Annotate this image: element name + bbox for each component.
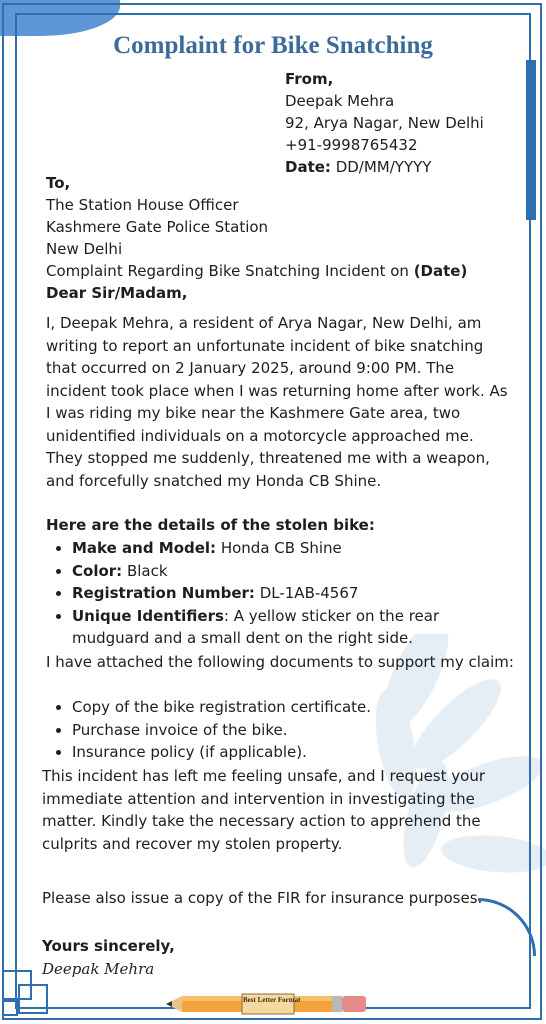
list-item: • Copy of the bike registration certificate. — [72, 696, 371, 719]
date-label: Date: — [285, 158, 331, 176]
sender-block — [285, 68, 484, 178]
signature: Deepak Mehra — [42, 960, 155, 978]
salutation: Dear Sir/Madam, — [46, 284, 188, 302]
list-item: • Purchase invoice of the bike. — [72, 719, 371, 742]
page-title: Complaint for Bike Snatching — [113, 32, 433, 59]
recipient-line-3: New Delhi — [46, 240, 123, 258]
list-item: • Make and Model: Honda CB Shine — [72, 537, 512, 560]
recipient-line-2: Kashmere Gate Police Station — [46, 218, 269, 236]
sender-name: Deepak Mehra — [285, 92, 395, 110]
date-value: DD/MM/YYYY — [335, 158, 432, 176]
sender-phone: +91-9998765432 — [285, 136, 418, 154]
list-item: • Insurance policy (if applicable). — [72, 741, 371, 764]
to-label: To, — [46, 174, 71, 192]
list-item: • Color: Black — [72, 560, 512, 583]
logo-text: Best Letter Format — [243, 996, 301, 1004]
subject-date: (Date) — [413, 262, 468, 280]
subject-text: Complaint Regarding Bike Snatching Incident on — [46, 262, 409, 280]
attachments-paragraph: I have attached the following documents to support my claim: — [46, 653, 514, 671]
body-paragraph: I, Deepak Mehra, a resident of Arya Nagar, New Delhi, am writing to report an unfortunate incident of bike snatching that occurred on 2 January 2025, around 9:00 PM. The incident took place when I was returning home after work. As I was riding my bike near the Kashmere Gate area, two unidentified individuals on a motorcycle approached me. They stopped me suddenly, threatened me with a weapon, and forcefully snatched my Honda CB Shine. — [46, 314, 508, 490]
subject-line — [46, 260, 467, 282]
closing: Yours sincerely, — [42, 937, 175, 955]
documents-list — [56, 696, 371, 764]
request-paragraph: This incident has left me feeling unsafe, and I request your immediate attention and intervention in investigating the matter. Kindly take the necessary action to apprehend the culprits and recover my stolen property. — [42, 767, 485, 853]
details-heading: Here are the details of the stolen bike: — [46, 516, 375, 534]
details-list — [56, 537, 512, 650]
list-item: • Registration Number: DL-1AB-4567 — [72, 582, 512, 605]
recipient-block — [46, 172, 467, 304]
sender-address: 92, Arya Nagar, New Delhi — [285, 114, 484, 132]
from-label: From, — [285, 70, 334, 88]
fir-paragraph: Please also issue a copy of the FIR for insurance purposes. — [42, 889, 483, 907]
recipient-line-1: The Station House Officer — [46, 196, 239, 214]
list-item: • Unique Identifiers: A yellow sticker on the rear mudguard and a small dent on the right side. — [72, 605, 512, 650]
